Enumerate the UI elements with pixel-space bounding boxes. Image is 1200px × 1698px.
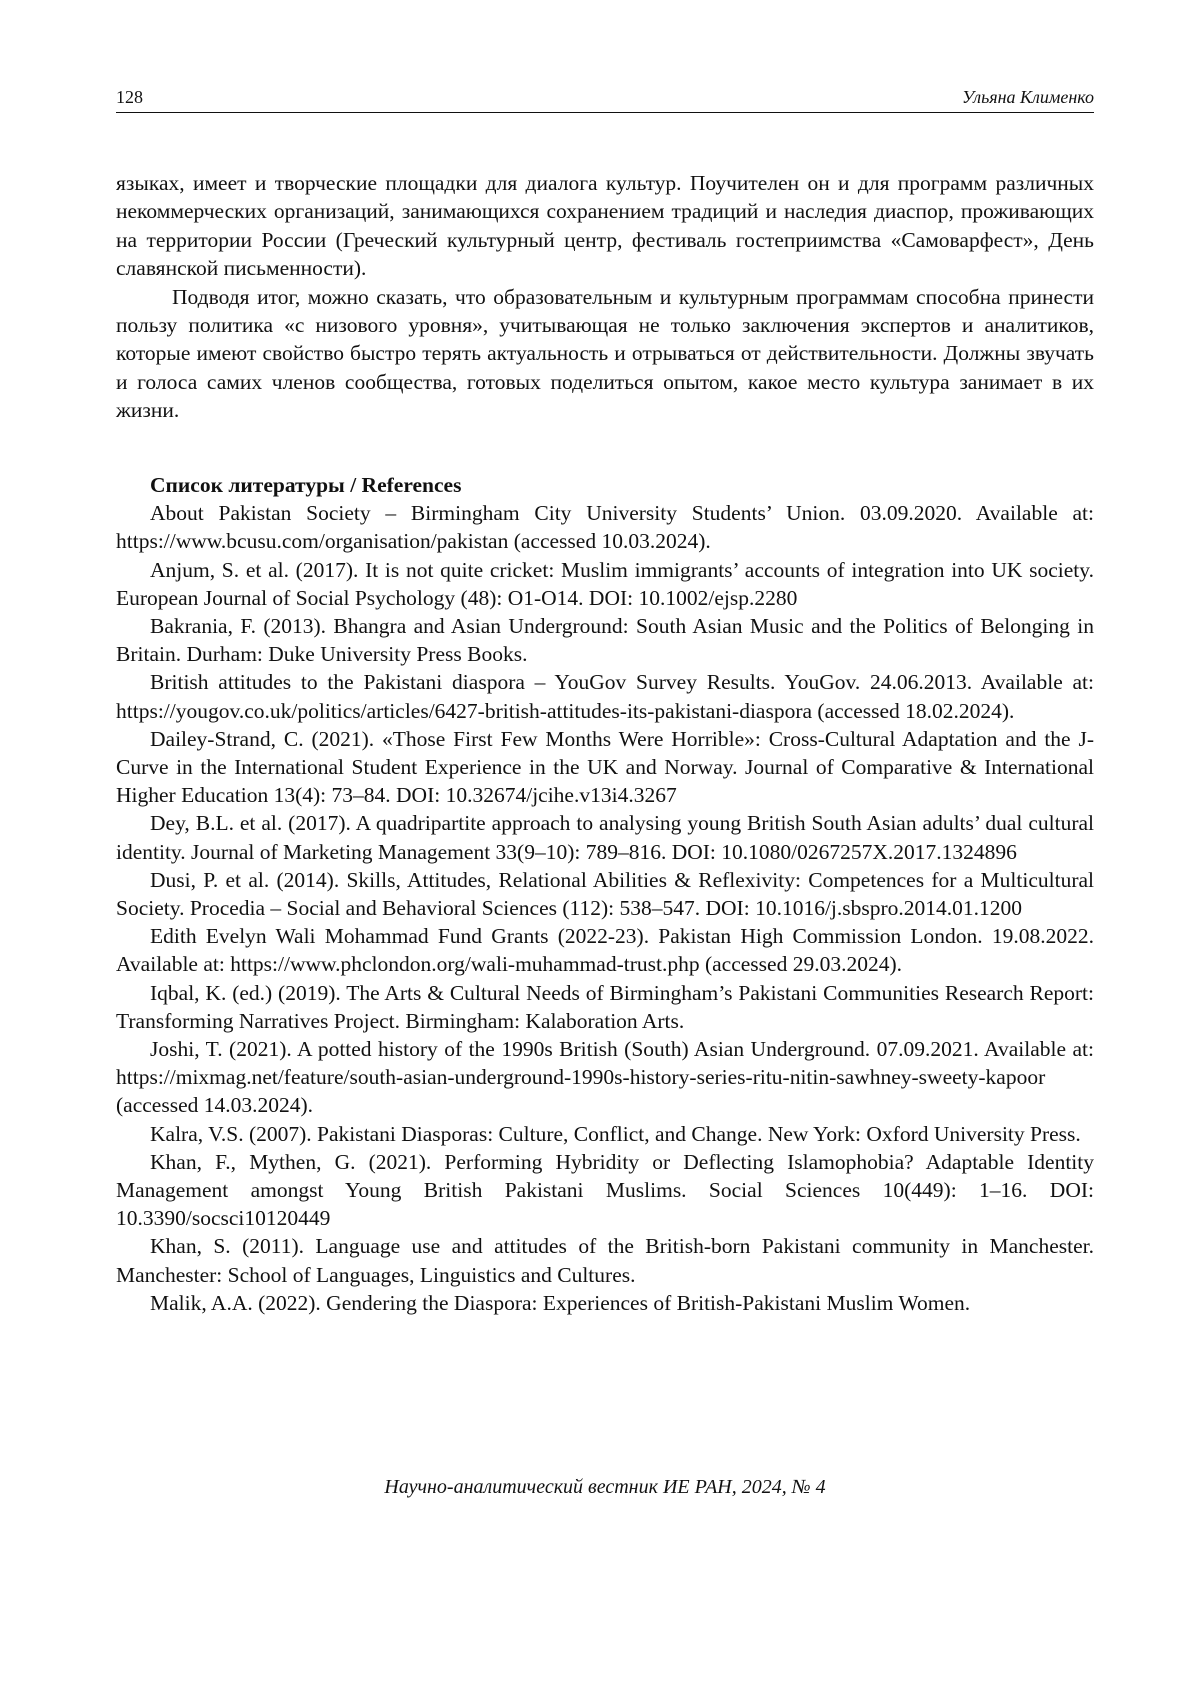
reference-item: About Pakistan Society – Birmingham City University Students’ Union. 03.09.2020. Available at: https://www.bcusu.com/organisation/pakistan (accessed 10.03.2024).: [116, 501, 1094, 554]
references-heading: Список литературы / References: [150, 473, 462, 497]
reference-item: Dey, B.L. et al. (2017). A quadripartite approach to analysing young British South Asian adults’ dual cultural identity. Journal of Marketing Management 33(9–10): 789–816. DOI: 10.1080/0267257X.2017.1324896: [116, 811, 1094, 864]
running-header: [116, 86, 1094, 113]
body-paragraph: Подводя итог, можно сказать, что образовательным и культурным программам способна принести пользу политика «с низового уровня», учитывающая не только заключения экспертов и аналитиков, которые имеют свойство быстро терять актуальность и отрываться от действительности. Должны звучать и голоса самих членов сообщества, готовых поделиться опытом, какое место культура занимает в их жизни.: [116, 284, 1094, 423]
reference-item: Dusi, P. et al. (2014). Skills, Attitudes, Relational Abilities & Reflexivity: Competences for a Multicultural Society. Procedia – Social and Behavioral Sciences (112): 538–547. DOI: 10.1016/j.sbspro.2014.01.1200: [116, 867, 1094, 921]
reference-item: Dailey-Strand, C. (2021). «Those First Few Months Were Horrible»: Cross-Cultural Adaptation and the J-Curve in the International Student Experience in the UK and Norway. Journal of Comparative & International Higher Education 13(4): 73–84. DOI: 10.32674/jcihe.v13i4.3267: [116, 726, 1094, 808]
journal-footer: Научно-аналитический вестник ИЕ РАН, 2024, № 4: [384, 1476, 826, 1498]
body-text: [116, 169, 1094, 425]
reference-item: Iqbal, K. (ed.) (2019). The Arts & Cultural Needs of Birmingham’s Pakistani Communities Research Report: Transforming Narratives Project. Birmingham: Kalaboration Arts.: [116, 980, 1094, 1033]
references-section: [116, 471, 1094, 1317]
reference-item: Khan, F., Mythen, G. (2021). Performing Hybridity or Deflecting Islamophobia? Adaptable Identity Management amongst Young British Pakistani Muslims. Social Sciences 10(449): 1–16. DOI: 10.3390/socsci10120449: [116, 1149, 1094, 1231]
reference-item: Khan, S. (2011). Language use and attitudes of the British-born Pakistani community in Manchester. Manchester: School of Languages, Linguistics and Cultures.: [116, 1234, 1094, 1287]
reference-item: Edith Evelyn Wali Mohammad Fund Grants (2022-23). Pakistan High Commission London. 19.08.2022. Available at: https://www.phclondon.org/wali-muhammad-trust.php (accessed 29.03.2024).: [116, 924, 1094, 977]
body-paragraph: языках, имеет и творческие площадки для диалога культур. Поучителен он и для программ различных некоммерческих организаций, занимающихся сохранением традиций и наследия диаспор, проживающих на территории России (Греческий культурный центр, фестиваль гостеприимства «Самоварфест», День славянской письменности).: [116, 171, 1094, 281]
reference-item: Kalra, V.S. (2007). Pakistani Diasporas: Culture, Conflict, and Change. New York: Oxford University Press.: [150, 1121, 1081, 1146]
header-author: Ульяна Клименко: [962, 87, 1094, 107]
reference-item: British attitudes to the Pakistani diaspora – YouGov Survey Results. YouGov. 24.06.2013. Available at: https://yougov.co.uk/politics/articles/6427-british-attitudes-its-pakistani-diaspora (accessed 18.02.2024).: [116, 670, 1094, 723]
reference-item: Malik, A.A. (2022). Gendering the Diaspora: Experiences of British-Pakistani Muslim Women.: [150, 1290, 971, 1315]
page-number: 128: [116, 87, 143, 107]
reference-item: Bakrania, F. (2013). Bhangra and Asian Underground: South Asian Music and the Politics of Belonging in Britain. Durham: Duke University Press Books.: [116, 614, 1094, 667]
reference-item: Anjum, S. et al. (2017). It is not quite cricket: Muslim immigrants’ accounts of integration into UK society. European Journal of Social Psychology (48): O1-O14. DOI: 10.1002/ejsp.2280: [116, 557, 1094, 610]
reference-item: Joshi, T. (2021). A potted history of the 1990s British (South) Asian Underground. 07.09.2021. Available at: https://mixmag.net/feature/south-asian-underground-1990s-history-series-ritu-nitin-sawhney-sweety-kapoor (accessed 14.03.2024).: [116, 1037, 1094, 1118]
